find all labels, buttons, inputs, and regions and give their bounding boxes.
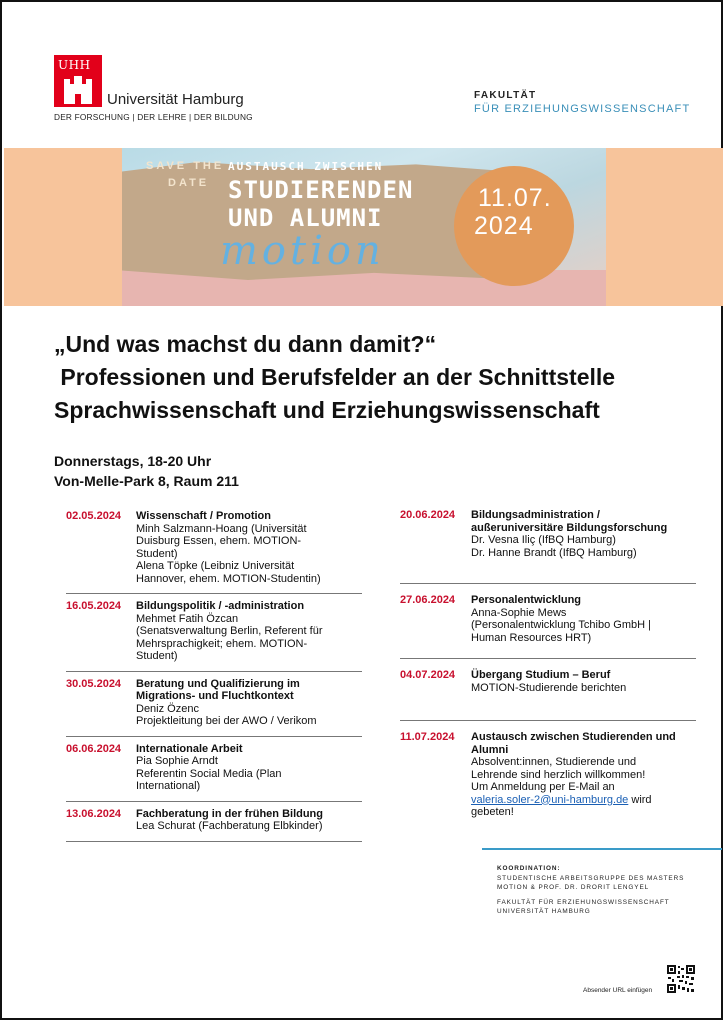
event-time-location [54, 451, 239, 491]
sender-url-placeholder: Absender URL einfügen [583, 987, 653, 994]
page-title [54, 328, 615, 427]
faculty-line1: FAKULTÄT [474, 90, 537, 101]
entry-line: Mehrsprachigkeit; ehem. MOTION- [136, 637, 308, 650]
entry-topic: Bildungsadministration / [471, 509, 600, 521]
entry-line: Anna-Sophie Mews [471, 606, 567, 619]
faculty-label [474, 90, 690, 115]
coordination-line: MOTION & PROF. DR. DRORIT LENGYEL [497, 884, 650, 891]
entry-date: 13.06.2024 [66, 807, 122, 820]
schedule-entry [400, 731, 696, 827]
entry-line: Alena Töpke (Leibniz Universität [136, 560, 295, 572]
schedule-entry [66, 678, 362, 737]
schedule-entry [66, 510, 362, 594]
coordination-line: UNIVERSITÄT HAMBURG [497, 908, 591, 915]
coordination-block [497, 864, 684, 917]
entry-line: (Senatsverwaltung Berlin, Referent für [136, 625, 323, 637]
entry-line: MOTION-Studierende berichten [471, 681, 627, 694]
entry-line: Human Resources HRT) [471, 631, 592, 644]
entry-line: Um Anmeldung per E-Mail an [471, 781, 615, 793]
title-line3: Sprachwissenschaft und Erziehungswissenschaft [54, 397, 600, 423]
entry-line: Dr. Vesna Iliç (IfBQ Hamburg) [471, 534, 616, 546]
title-line2: Professionen und Berufsfelder an der Schnittstelle [54, 364, 616, 390]
entry-line: Student) [136, 547, 178, 560]
entry-date: 02.05.2024 [66, 510, 122, 522]
logo-text: UHH [58, 58, 91, 72]
coordination-line: STUDENTISCHE ARBEITSGRUPPE DES MASTERS [497, 874, 685, 882]
entry-topic: Alumni [471, 743, 509, 756]
qr-code-icon[interactable] [667, 965, 695, 993]
motion-script-word: motion [220, 228, 385, 274]
schedule-entry [400, 509, 696, 584]
save-the-date-label [146, 158, 224, 192]
entry-date: 06.06.2024 [66, 742, 122, 755]
entry-line: Mehmet Fatih Özcan [136, 612, 239, 625]
entry-line: Pia Sophie Arndt [136, 755, 218, 767]
email-line [471, 794, 696, 807]
save-line2: DATE [168, 177, 210, 189]
entry-line: Hannover, ehem. MOTION-Studentin) [136, 572, 321, 585]
schedule-entry [66, 808, 362, 842]
save-line1: SAVE THE [146, 160, 225, 172]
entry-date: 30.05.2024 [66, 677, 122, 690]
schedule-entry [400, 594, 696, 659]
entry-line: Deniz Özenc [136, 702, 199, 715]
title-line1: „Und was machst du dann damit?“ [54, 331, 437, 357]
coordination-heading: KOORDINATION: [497, 865, 561, 872]
banner-date-day: 11.07. [478, 184, 552, 212]
entry-date: 11.07.2024 [400, 731, 455, 743]
email-suffix: wird [628, 793, 652, 806]
entry-date: 20.06.2024 [400, 509, 456, 521]
faculty-line2: FÜR ERZIEHUNGSWISSENSCHAFT [474, 103, 691, 115]
entry-line: Referentin Social Media (Plan [136, 767, 282, 780]
entry-date: 16.05.2024 [66, 600, 122, 612]
banner-headline-1: STUDIERENDEN [228, 176, 414, 204]
banner-headline-2: UND ALUMNI [228, 204, 383, 232]
entry-topic: Bildungspolitik / -administration [136, 600, 305, 612]
schedule-entry [400, 669, 696, 721]
save-the-date-banner [4, 148, 723, 306]
university-name: Universität Hamburg [107, 91, 244, 108]
entry-line: Student) [136, 650, 178, 662]
schedule-right-column [400, 509, 696, 833]
entry-date: 04.07.2024 [400, 669, 456, 681]
schedule-left-column [66, 510, 362, 848]
entry-line: Absolvent:innen, Studierende und [471, 756, 637, 768]
exchange-label: AUSTAUSCH ZWISCHEN [228, 160, 384, 173]
entry-topic: Austausch zwischen Studierenden und [471, 731, 676, 743]
entry-line: Lehrende sind herzlich willkommen! [471, 768, 646, 781]
uhh-logo-mark [54, 55, 102, 107]
entry-topic: Wissenschaft / Promotion [136, 510, 271, 522]
entry-topic: Internationale Arbeit [136, 742, 243, 755]
coordination-line: FAKULTÄT FÜR ERZIEHUNGSWISSENSCHAFT [497, 898, 670, 906]
banner-collage [122, 148, 606, 306]
castle-icon [62, 74, 94, 104]
entry-line: International) [136, 780, 201, 792]
entry-topic: Fachberatung in der frühen Bildung [136, 807, 323, 820]
entry-line: Duisburg Essen, ehem. MOTION- [136, 535, 302, 547]
entry-topic: Migrations- und Fluchtkontext [136, 690, 294, 702]
event-location: Von-Melle-Park 8, Raum 211 [54, 473, 239, 489]
entry-line: gebeten! [471, 806, 514, 818]
entry-line: Minh Salzmann-Hoang (Universität [136, 522, 307, 535]
entry-line: (Personalentwicklung Tchibo GmbH | [471, 619, 651, 631]
registration-email-link[interactable]: valeria.soler-2@uni-hamburg.de [471, 793, 629, 806]
entry-topic: Personalentwicklung [471, 594, 582, 606]
entry-date: 27.06.2024 [400, 594, 456, 606]
entry-topic: außeruniversitäre Bildungsforschung [471, 521, 668, 534]
schedule-entry [66, 743, 362, 802]
entry-topic: Übergang Studium – Beruf [471, 669, 611, 681]
entry-line: Dr. Hanne Brandt (IfBQ Hamburg) [471, 546, 637, 559]
entry-topic: Beratung und Qualifizierung im [136, 677, 300, 690]
schedule-entry [66, 600, 362, 672]
entry-line: Lea Schurat (Fachberatung Elbkinder) [136, 820, 323, 832]
banner-date-year: 2024 [474, 212, 534, 240]
coordination-divider [482, 848, 722, 850]
university-tagline: DER FORSCHUNG | DER LEHRE | DER BILDUNG [54, 112, 253, 122]
event-day-time: Donnerstags, 18-20 Uhr [54, 453, 212, 469]
entry-line: Projektleitung bei der AWO / Verikom [136, 715, 317, 727]
